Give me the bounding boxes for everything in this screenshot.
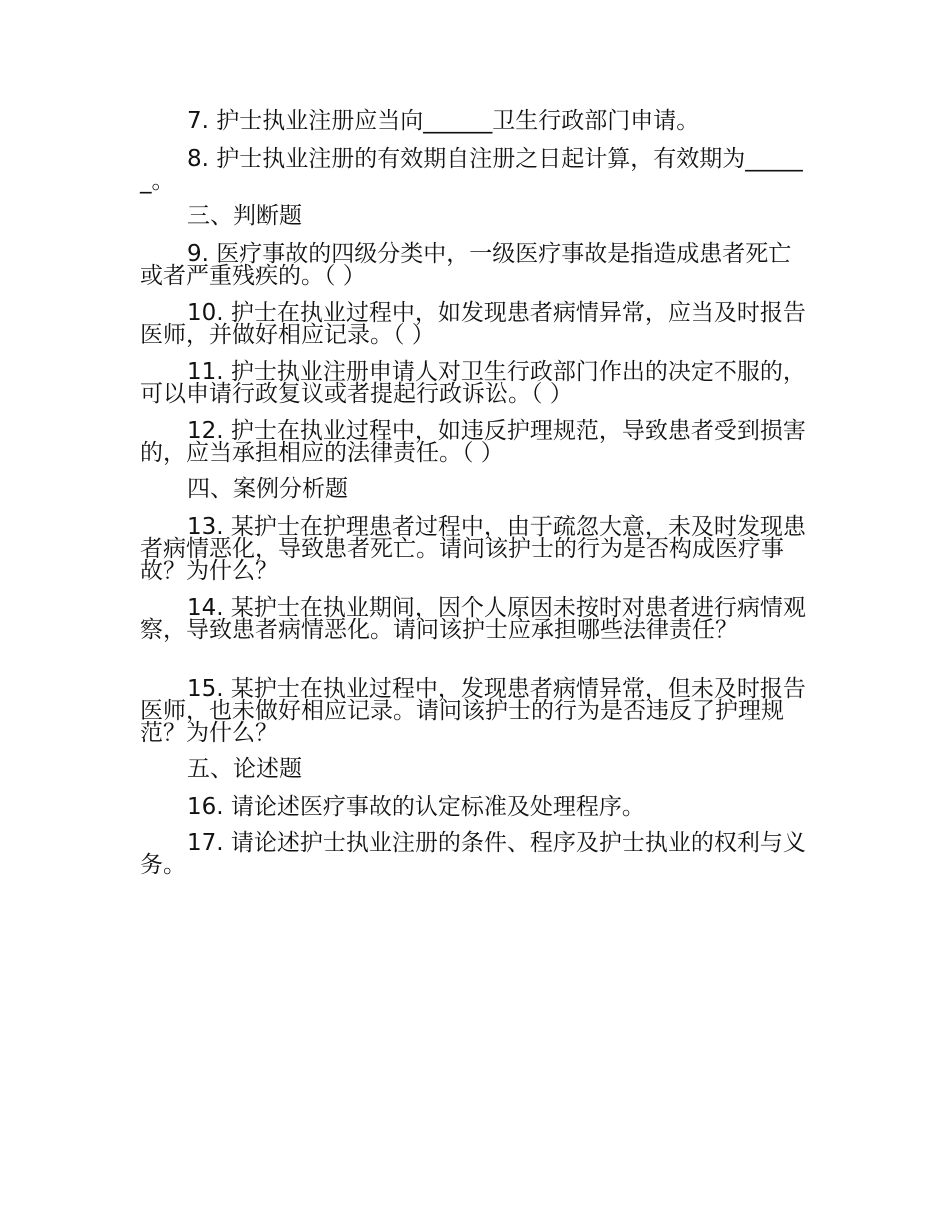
question-7: 7. 护士执业注册应当向______卫生行政部门申请。: [187, 108, 700, 134]
question-14: 14. 某护士在执业期间，因个人原因未按时对患者进行病情观察，导致患者病情恶化。请问该护士应承担哪些法律责任？: [140, 595, 806, 643]
question-9: 9. 医疗事故的四级分类中，一级医疗事故是指造成患者死亡或者严重残疾的。（ ）: [140, 241, 792, 289]
section-heading-case-analysis: 四、案例分析题: [187, 476, 348, 502]
question-16: 16. 请论述医疗事故的认定标准及处理程序。: [187, 794, 645, 820]
question-11: 11. 护士执业注册申请人对卫生行政部门作出的决定不服的，可以申请行政复议或者提起行政诉讼。（ ）: [140, 359, 806, 407]
question-8: 8. 护士执业注册的有效期自注册之日起计算，有效期为______。: [140, 146, 803, 194]
question-15: 15. 某护士在执业过程中，发现患者病情异常，但未及时报告医师，也未做好相应记录。请问该护士的行为是否违反了护理规范？为什么？: [140, 676, 806, 746]
question-17: 17. 请论述护士执业注册的条件、程序及护士执业的权利与义务。: [140, 830, 806, 878]
question-13: 13. 某护士在护理患者过程中，由于疏忽大意，未及时发现患者病情恶化，导致患者死亡。请问该护士的行为是否构成医疗事故？为什么？: [140, 514, 806, 584]
section-heading-essay: 五、论述题: [187, 756, 302, 782]
section-heading-judgment: 三、判断题: [187, 203, 302, 229]
question-10: 10. 护士在执业过程中，如发现患者病情异常，应当及时报告医师，并做好相应记录。（ ）: [140, 300, 806, 348]
question-12: 12. 护士在执业过程中，如违反护理规范，导致患者受到损害的，应当承担相应的法律责任。（ ）: [140, 418, 806, 466]
